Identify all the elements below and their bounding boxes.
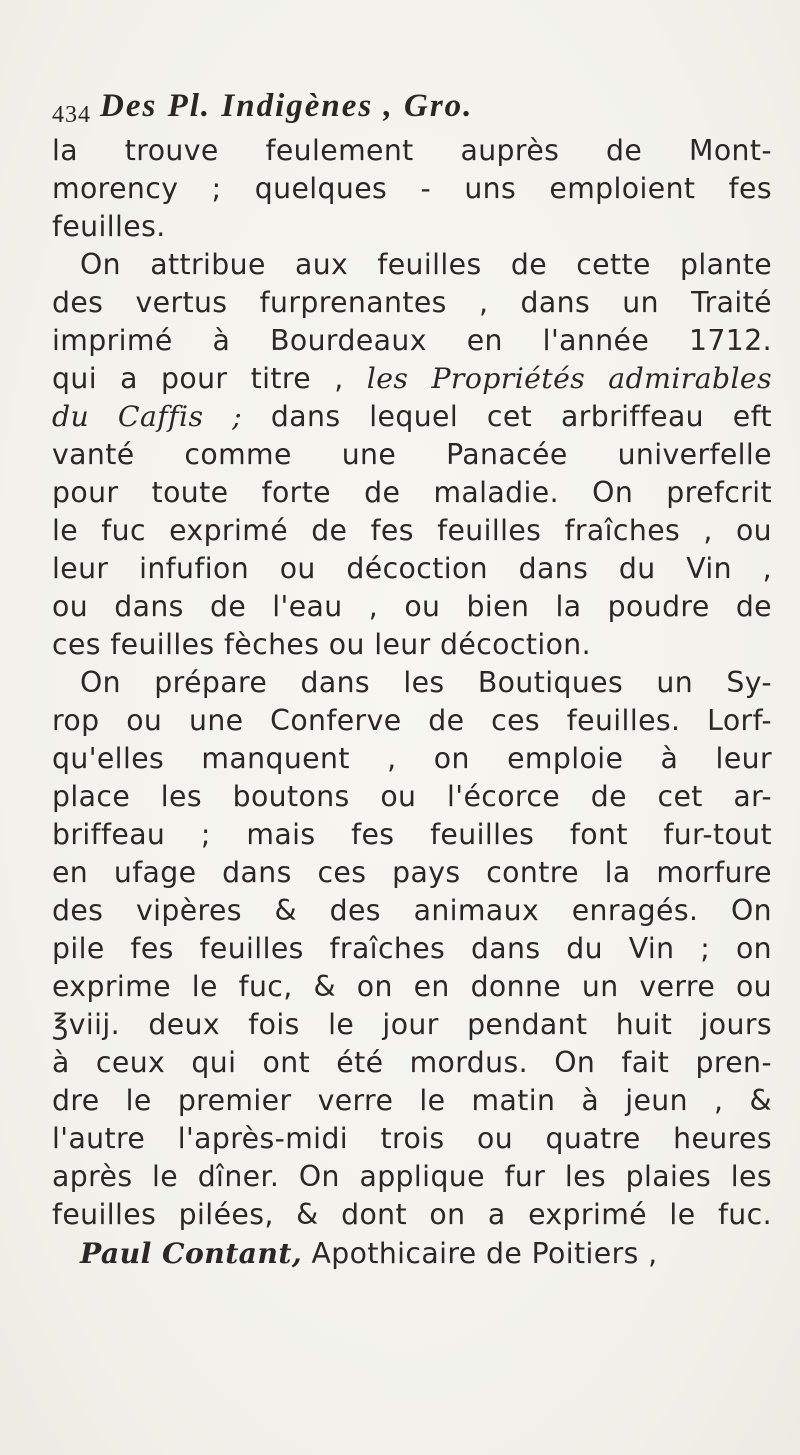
text-line: après le dîner. On applique fur les plaies les [52,1160,772,1193]
text-line [52,360,772,398]
text-line: pour toute forte de maladie. On prefcrit [52,476,772,509]
text-segment: dans lequel cet arbriffeau eft [242,400,772,433]
text-line: des vertus furprenantes , dans un Traité [52,286,772,319]
text-line: morency ; quelques - uns emploient fes [52,172,772,205]
italic-title: du Caffis ; [52,400,243,433]
text-line: leur infufion ou décoction dans du Vin , [52,552,772,585]
text-line: ces feuilles fèches ou leur décoction. [52,628,592,661]
text-line: dre le premier verre le matin à jeun , & [52,1084,772,1117]
author-name: Paul Contant, [80,1236,303,1270]
text-line: des vipères & des animaux enragés. On [52,894,772,927]
text-line: qu'elles manquent , on emploie à leur [52,742,772,775]
text-line: le fuc exprimé de fes feuilles fraîches , ou [52,514,772,547]
text-line: imprimé à Bourdeaux en l'année 1712. [52,324,772,357]
text-line: pile fes feuilles fraîches dans du Vin ; on [52,932,772,965]
text-line: On attribue aux feuilles de cette plante [80,248,772,281]
text-line: ℥viij. deux fois le jour pendant huit jours [52,1008,772,1041]
text-line [52,398,772,436]
text-segment: Apothicaire de Poitiers , [302,1237,658,1270]
text-line: vanté comme une Panacée univerfelle [52,438,772,471]
text-line: à ceux qui ont été mordus. On fait pren- [52,1046,772,1079]
text-line [52,1234,772,1272]
running-head: Des Pl. Indigènes , Gro. [100,88,474,124]
text-line: feuilles. [52,210,166,243]
page-header [52,82,752,132]
text-line: place les boutons ou l'écorce de cet ar- [52,780,772,813]
body-text [52,132,772,1272]
text-line: en ufage dans ces pays contre la morfure [52,856,772,889]
text-line: ou dans de l'eau , ou bien la poudre de [52,590,772,623]
italic-title: les Propriétés admirables [366,362,772,395]
text-line: la trouve feulement auprès de Mont- [52,134,772,167]
text-segment: qui a pour titre , [52,362,367,395]
text-line: On prépare dans les Boutiques un Sy- [80,666,772,699]
text-line: l'autre l'après-midi trois ou quatre heures [52,1122,772,1155]
page-number: 434 [52,102,91,128]
text-line: feuilles pilées, & dont on a exprimé le fuc. [52,1198,772,1231]
text-line: rop ou une Conferve de ces feuilles. Lorf- [52,704,772,737]
text-line: briffeau ; mais fes feuilles font fur-tout [52,818,772,851]
text-line: exprime le fuc, & on en donne un verre ou [52,970,772,1003]
